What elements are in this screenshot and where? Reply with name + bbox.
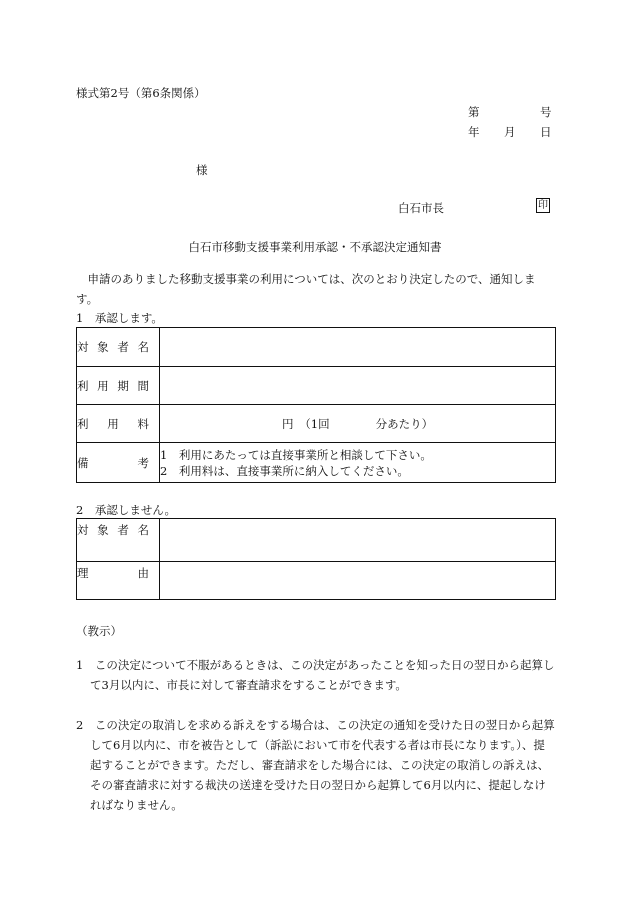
instruction-item: 1 この決定について不服があるときは、この決定があったことを知った日の翌日から起算して3月以内に、市長に対して審査請求をすることができます。 xyxy=(76,658,555,692)
target-name-field xyxy=(160,519,556,562)
row-label: 理 由 xyxy=(77,562,160,600)
table-row xyxy=(77,519,556,562)
document-title: 白石市移動支援事業利用承認・不承認決定通知書 xyxy=(188,240,442,254)
issuer: 白石市長 xyxy=(398,201,444,215)
table-row xyxy=(77,562,556,600)
remark-line: 2 利用料は、直接事業所に納入してください。 xyxy=(160,463,409,478)
section2-heading: 2 承認しません。 xyxy=(76,503,177,517)
form-id: 様式第2号（第6条関係） xyxy=(76,86,206,100)
date-month: 月 xyxy=(504,125,516,139)
usage-period-field xyxy=(160,367,556,405)
table-row xyxy=(77,367,556,405)
date-day: 日 xyxy=(540,125,552,139)
addressee-suffix: 様 xyxy=(196,163,208,177)
doc-number-suffix: 号 xyxy=(540,105,552,119)
remarks-field xyxy=(160,443,556,483)
rejection-table xyxy=(76,518,556,600)
table-row xyxy=(77,405,556,443)
reason-field xyxy=(160,562,556,600)
table-row xyxy=(77,328,556,367)
approval-table xyxy=(76,327,556,483)
seal-mark: 印 xyxy=(538,200,548,211)
row-label: 利 用 期 間 xyxy=(77,367,160,405)
intro-paragraph: 申請のありました移動支援事業の利用については、次のとおり決定したので、通知します。 xyxy=(76,272,536,306)
remark-line: 1 利用にあたっては直接事業所と相談して下さい。 xyxy=(160,447,432,462)
row-label: 利 用 料 xyxy=(77,405,160,443)
date-year: 年 xyxy=(468,125,480,139)
row-label: 備 考 xyxy=(77,443,160,483)
instruction-heading: （教示） xyxy=(76,624,122,638)
table-row xyxy=(77,443,556,483)
row-label: 対 象 者 名 xyxy=(77,328,160,367)
section1-heading: 1 承認します。 xyxy=(76,311,163,325)
target-name-field xyxy=(160,328,556,367)
doc-number-prefix: 第 xyxy=(468,105,480,119)
row-label: 対 象 者 名 xyxy=(77,519,160,562)
usage-fee-field: 円 （1回 分あたり） xyxy=(160,405,556,443)
instruction-item: 2 この決定の取消しを求める訴えをする場合は、この決定の通知を受けた日の翌日から起算して6月以内に、市を被告として（訴訟において市を代表する者は市長になります。）、提起することができます。ただし、審査請求をした場合には、この決定の取消しの訴えは、その審査請求に対する裁決の送達を受けた日の翌日から起算して6月以内に、提起しなければなりません。 xyxy=(76,718,555,812)
